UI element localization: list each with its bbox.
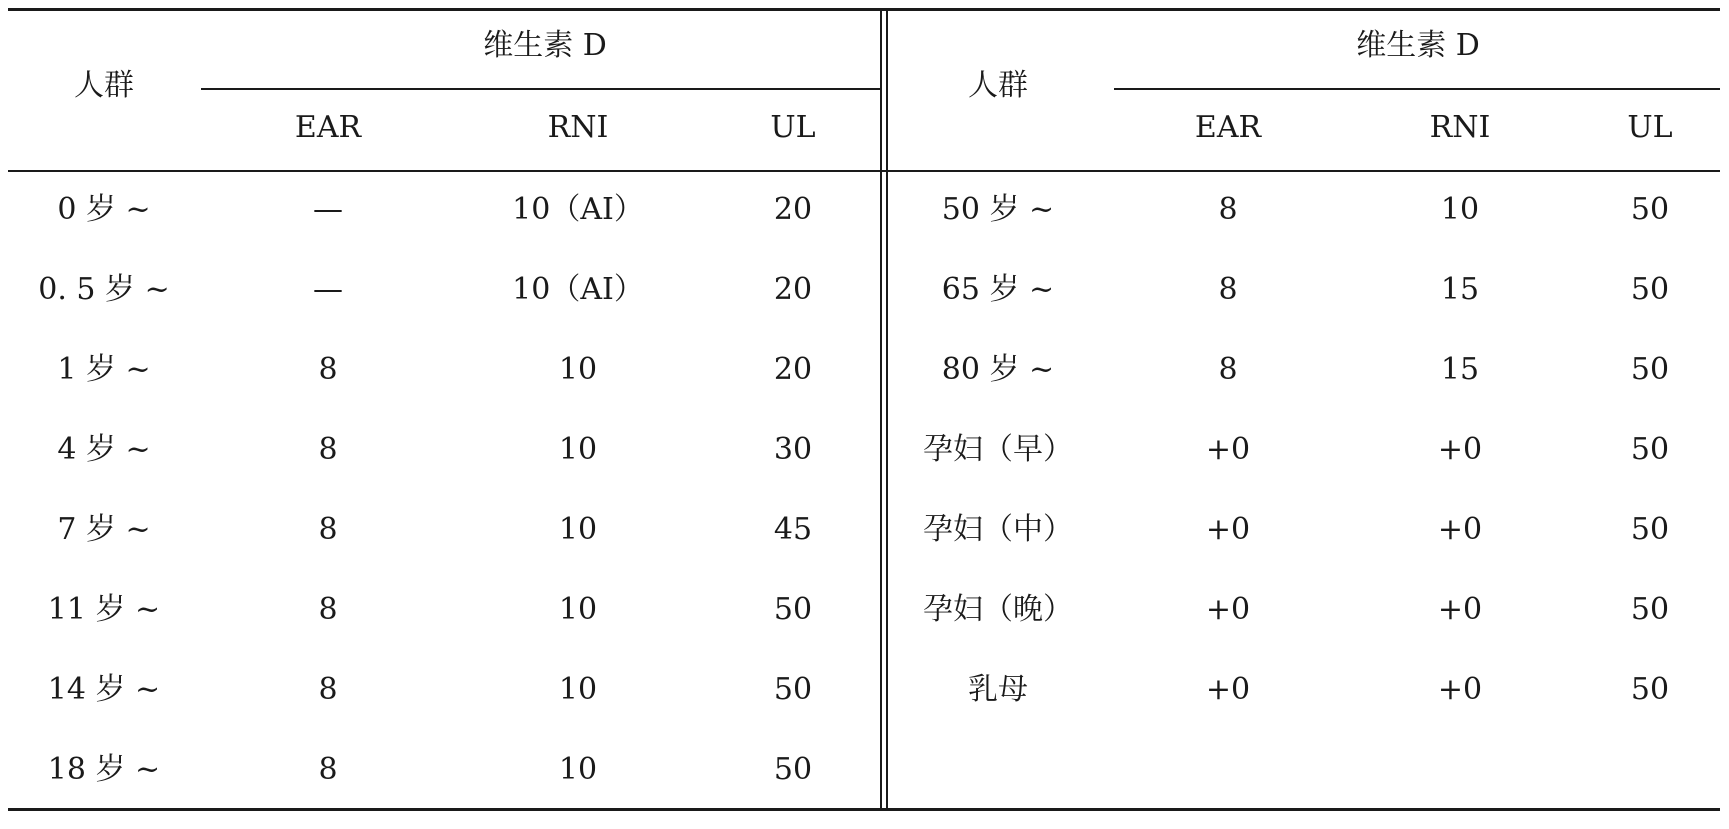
left-row-7-rni: 10 [558,672,598,707]
left-row-2-ul: 20 [773,272,813,307]
left-row-1-rni: 10（AI） [512,192,644,227]
right-group-header: 人群 [968,68,1028,103]
right-row-6-ul: 50 [1630,592,1670,627]
left-row-5-rni: 10 [558,512,598,547]
right-row-6-rni: +0 [1437,592,1483,627]
right-row-7-ul: 50 [1630,672,1670,707]
left-row-1-group: 0 岁 ~ [57,192,151,227]
left-row-1-ul: 20 [773,192,813,227]
left-row-3-rni: 10 [558,352,598,387]
left-group-header: 人群 [74,68,134,103]
left-row-1-ear: — [313,192,343,227]
center-double-rule-right [886,8,888,811]
right-row-7-rni: +0 [1437,672,1483,707]
left-row-6-group: 11 岁 ~ [47,592,161,627]
left-row-4-ul: 30 [773,432,813,467]
left-row-6-ul: 50 [773,592,813,627]
left-row-3-ear: 8 [318,352,338,387]
left-row-4-ear: 8 [318,432,338,467]
left-row-5-ear: 8 [318,512,338,547]
right-row-4-rni: +0 [1437,432,1483,467]
left-row-8-ul: 50 [773,752,813,787]
right-row-5-ul: 50 [1630,512,1670,547]
left-row-4-rni: 10 [558,432,598,467]
left-row-8-group: 18 岁 ~ [47,752,161,787]
left-row-8-ear: 8 [318,752,338,787]
right-row-7-ear: +0 [1205,672,1251,707]
right-row-1-ear: 8 [1218,192,1238,227]
left-row-2-rni: 10（AI） [512,272,644,307]
right-row-5-rni: +0 [1437,512,1483,547]
left-row-7-ul: 50 [773,672,813,707]
table-bottom-rule [8,808,1720,811]
right-row-1-group: 50 岁 ~ [941,192,1055,227]
right-row-3-ear: 8 [1218,352,1238,387]
right-row-3-rni: 15 [1440,352,1480,387]
right-row-7-group: 乳母 [968,672,1028,707]
vitamin-d-table [8,8,1720,812]
left-row-6-ear: 8 [318,592,338,627]
left-row-8-rni: 10 [558,752,598,787]
left-col-ul-header: UL [770,110,816,145]
center-double-rule-left [880,8,882,811]
right-row-4-ear: +0 [1205,432,1251,467]
left-row-5-ul: 45 [773,512,813,547]
right-row-2-ul: 50 [1630,272,1670,307]
left-row-6-rni: 10 [558,592,598,627]
left-row-5-group: 7 岁 ~ [57,512,151,547]
right-row-4-ul: 50 [1630,432,1670,467]
left-row-3-group: 1 岁 ~ [57,352,151,387]
right-row-5-ear: +0 [1205,512,1251,547]
right-row-6-ear: +0 [1205,592,1251,627]
right-nutrient-underline [1114,88,1720,90]
right-col-rni-header: RNI [1429,110,1491,145]
left-row-2-group: 0. 5 岁 ~ [38,272,170,307]
table-top-rule [8,8,1720,11]
right-row-2-ear: 8 [1218,272,1238,307]
right-row-1-rni: 10 [1440,192,1480,227]
right-col-ul-header: UL [1627,110,1673,145]
left-row-7-ear: 8 [318,672,338,707]
left-row-2-ear: — [313,272,343,307]
right-row-2-rni: 15 [1440,272,1480,307]
right-nutrient-header: 维生素 D [1356,28,1480,63]
right-row-6-group: 孕妇（晚） [923,592,1073,627]
right-row-3-ul: 50 [1630,352,1670,387]
right-row-2-group: 65 岁 ~ [941,272,1055,307]
left-nutrient-underline [201,88,882,90]
left-col-rni-header: RNI [547,110,609,145]
right-row-1-ul: 50 [1630,192,1670,227]
left-nutrient-header: 维生素 D [483,28,607,63]
right-row-3-group: 80 岁 ~ [941,352,1055,387]
left-row-4-group: 4 岁 ~ [57,432,151,467]
right-col-ear-header: EAR [1194,110,1262,145]
left-col-ear-header: EAR [294,110,362,145]
right-row-4-group: 孕妇（早） [923,432,1073,467]
left-row-3-ul: 20 [773,352,813,387]
right-row-5-group: 孕妇（中） [923,512,1073,547]
header-bottom-rule [8,170,1720,172]
left-row-7-group: 14 岁 ~ [47,672,161,707]
